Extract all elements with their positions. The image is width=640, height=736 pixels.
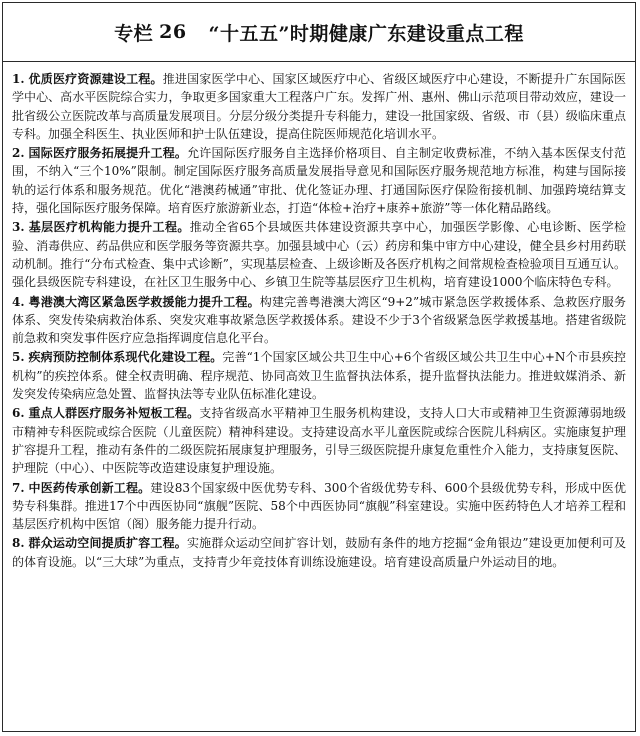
feature-box [2,2,636,732]
project-item-4 [12,293,626,348]
column-title: “十五五”时期健康广东建设重点工程 [208,22,524,45]
project-item-7 [12,479,626,534]
project-item-1 [12,70,626,143]
project-item-5 [12,348,626,403]
item-number: 1. [12,72,25,86]
item-body: 支持省级高水平精神卫生服务机构建设，支持人口大市或精神卫生资源薄弱地级市精神专科医院或综合医院（儿童医院）精神科建设。支持建设高水平儿童医院或综合医院儿科病区。实施康复护理扩容提升工程，推动有条件的二级医院拓展康复护理服务，引导三级医院提升康复危重性介入能力，支持康复医院、护理院（中心）、中医院等改造建设康复护理设施。 [12,406,626,476]
item-number: 7. [12,480,25,495]
item-body: 构建完善粤港澳大湾区“9+2”城市紧急医学救援体系、急救医疗服务体系、突发传染病救治体系、突发灾难事故紧急医学救援体系。建设不少于3个省级紧急医学救援基地。搭建省级院前急救和突发事件医疗应急指挥调度信息化平台。 [12,294,626,346]
item-number: 4. [12,294,25,309]
item-heading: 优质医疗资源建设工程。 [28,72,163,86]
item-body: 完善“1个国家区域公共卫生中心+6个省级区域公共卫生中心+N个市县疾控机构”的疾控体系。健全权责明确、程序规范、协同高效卫生监督执法体系，提升监督执法能力。推进蚊媒消杀、新发突发传染病应急处置、监督执法等专业队伍标准化建设。 [12,350,626,402]
item-heading: 疾病预防控制体系现代化建设工程。 [28,350,223,365]
column-label: 专栏 [114,22,154,45]
item-number: 3. [12,220,25,235]
item-heading: 粤港澳大湾区紧急医学救援能力提升工程。 [28,294,260,309]
item-body: 建设83个国家级中医优势专科、300个省级优势专科、600个县级优势专科，形成中医优势专科集群。推进17个中西医协同“旗舰”医院、58个中西医协同“旗舰”科室建设。实施中医药特色人才培养工程和基层医疗机构中医馆（阁）服务能力提升行动。 [12,480,626,532]
item-body: 推动全省65个县域医共体建设资源共享中心，加强医学影像、心电诊断、医学检验、消毒供应、药品供应和医学服务等资源共享。加强县域中心（云）药房和集中审方中心建设，健全县乡村用药联动机制。推行“分布式检查、集中式诊断”，实现基层检查、上级诊断及各医疗机构之间常规检查检验项目互通互认。强化县级医院专科建设，在社区卫生服务中心、乡镇卫生院等基层医疗卫生机构，培育建设1000个临床特色专科。 [12,220,626,290]
item-body: 实施群众运动空间扩容计划，鼓励有条件的地方挖掘“金角银边”建设更加便利可及的体育设施。以“三大球”为重点，支持青少年竞技体育训练设施建设。培育建设高质量户外运动目的地。 [12,536,626,569]
item-heading: 群众运动空间提质扩容工程。 [28,536,187,551]
item-number: 2. [12,146,25,161]
project-item-3 [12,218,626,291]
item-number: 5. [12,350,25,365]
project-item-8 [12,534,626,571]
item-heading: 中医药传承创新工程。 [28,480,151,495]
item-number: 8. [12,536,25,551]
box-content [3,62,635,571]
item-heading: 基层医疗机构能力提升工程。 [28,220,190,235]
item-body: 允许国际医疗服务自主选择价格项目、自主制定收费标准，不纳入基本医保支付范围，不纳入“三个10%”限制。制定国际医疗服务高质量发展指导意见和国际医疗服务规范地方标准，构建与国际接轨的运行体系和服务规范。优化“港澳药械通”审批、优化签证办理、打通国际医疗保险衔接机制、加强跨境结算支持，强化国际医疗服务保障。培育医疗旅游新业态，打造“体检+治疗+康养+旅游”等一体化精品路线。 [12,146,626,216]
project-item-6 [12,404,626,477]
item-heading: 重点人群医疗服务补短板工程。 [28,406,200,421]
item-heading: 国际医疗服务拓展提升工程。 [28,146,188,161]
column-number: 26 [159,21,187,43]
box-title [3,3,635,62]
item-body: 推进国家医学中心、国家区域医疗中心、省级区域医疗中心建设，不断提升广东国际医学中心、高水平医院综合实力，争取更多国家重大工程落户广东。发挥广州、惠州、佛山示范项目带动效应，建设一批省级公立医院改革与高质量发展项目。分层分级分类提升专科能力，建设一批国家级、省级、市（县）级临床重点专科。加强全科医生、执业医师和护士队伍建设，提高住院医师规范化培训水平。 [12,72,626,141]
item-number: 6. [12,406,25,421]
project-item-2 [12,144,626,217]
